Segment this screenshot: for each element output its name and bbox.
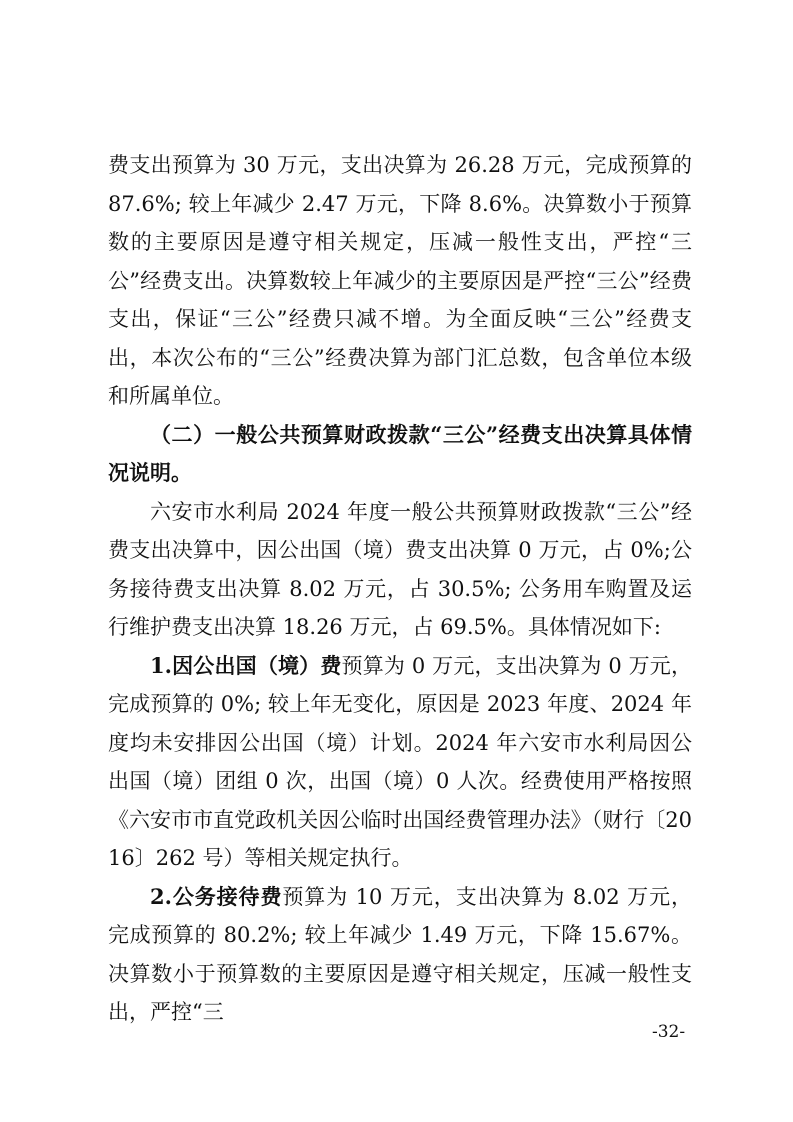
paragraph-text: 预算为 0 万元，支出决算为 0 万元，完成预算的 0%; 较上年无变化，原因是 2023 年度、2024 年度均未安排因公出国（境）计划。2024 年六安市水利局因公出国（境）团组 0 次，出国（境）0 人次。经费使用严格按照《六安市市直党政机关因公临时出国经费管理办法》（财行〔2016〕262 号）等相关规定执行。 <box>108 653 692 870</box>
paragraph-overseas-travel <box>108 647 692 878</box>
section-heading <box>108 416 692 493</box>
item-lead: 1.因公出国（境）费 <box>150 652 342 678</box>
paragraph-summary <box>108 493 692 647</box>
heading-text: （二）一般公共预算财政拨款“三公”经费支出决算具体情况说明。 <box>108 421 692 485</box>
paragraph-text: 预算为 10 万元，支出决算为 8.02 万元，完成预算的 80.2%; 较上年减少 1.49 万元，下降 15.67%。决算数小于预算数的主要原因是遵守相关规定，压减一般性支出，严控“三 <box>108 884 692 1024</box>
item-lead: 2.公务接待费 <box>150 883 283 909</box>
paragraph-continuation <box>108 146 692 416</box>
body-text <box>108 146 692 1032</box>
paragraph-text: 六安市水利局 2024 年度一般公共预算财政拨款“三公”经费支出决算中，因公出国（境）费支出决算 0 万元，占 0%;公务接待费支出决算 8.02 万元，占 30.5%; 公务用车购置及运行维护费支出决算 18.26 万元，占 69.5%。具体情况如下: <box>108 499 692 639</box>
paragraph-text: 费支出预算为 30 万元，支出决算为 26.28 万元，完成预算的 87.6%; 较上年减少 2.47 万元，下降 8.6%。决算数小于预算数的主要原因是遵守相关规定，压减一般性支出，严控“三公”经费支出。决算数较上年减少的主要原因是严控“三公”经费支出，保证“三公”经费只减不增。为全面反映“三公”经费支出，本次公布的“三公”经费决算为部门汇总数，包含单位本级和所属单位。 <box>108 153 692 408</box>
paragraph-reception <box>108 878 692 1032</box>
page-number: -32- <box>652 1022 686 1042</box>
